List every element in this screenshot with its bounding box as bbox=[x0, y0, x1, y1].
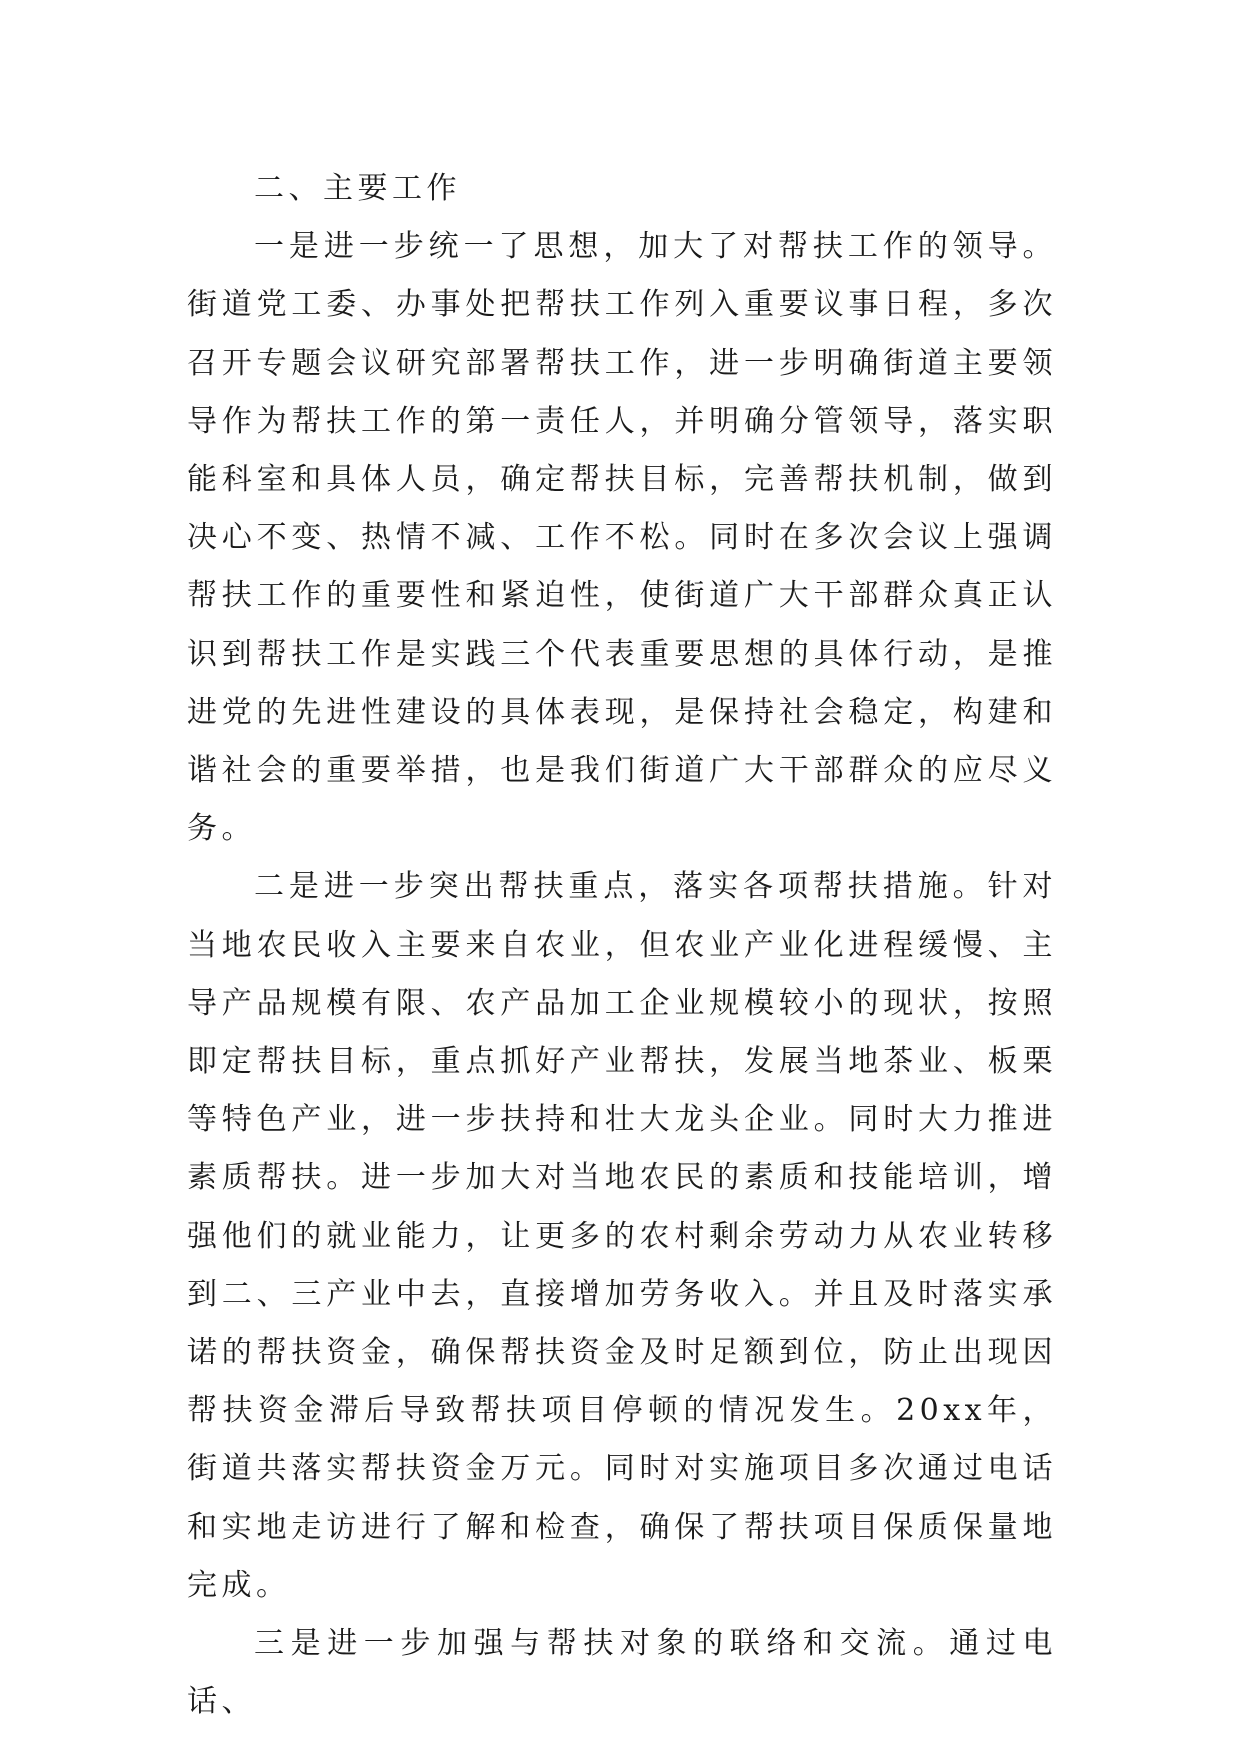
paragraph-3: 三是进一步加强与帮扶对象的联络和交流。通过电话、 bbox=[187, 1626, 1057, 1720]
paragraph-1: 一是进一步统一了思想，加大了对帮扶工作的领导。街道党工委、办事处把帮扶工作列入重要议事日程，多次召开专题会议研究部署帮扶工作，进一步明确街道主要领导作为帮扶工作的第一责任人，并明确分管领导，落实职能科室和具体人员，确定帮扶目标，完善帮扶机制，做到决心不变、热情不减、工作不松。同时在多次会议上强调帮扶工作的重要性和紧迫性，使街道广大干部群众真正认识到帮扶工作是实践三个代表重要思想的具体行动，是推进党的先进性建设的具体表现，是保持社会稳定，构建和谐社会的重要举措，也是我们街道广大干部群众的应尽义务。 bbox=[187, 229, 1057, 847]
document-body bbox=[187, 160, 1057, 1731]
paragraph-2: 二是进一步突出帮扶重点，落实各项帮扶措施。针对当地农民收入主要来自农业，但农业产业化进程缓慢、主导产品规模有限、农产品加工企业规模较小的现状，按照即定帮扶目标，重点抓好产业帮扶，发展当地茶业、板栗等特色产业，进一步扶持和壮大龙头企业。同时大力推进素质帮扶。进一步加大对当地农民的素质和技能培训，增强他们的就业能力，让更多的农村剩余劳动力从农业转移到二、三产业中去，直接增加劳务收入。并且及时落实承诺的帮扶资金，确保帮扶资金及时足额到位，防止出现因帮扶资金滞后导致帮扶项目停顿的情况发生。20xx年，街道共落实帮扶资金万元。同时对实施项目多次通过电话和实地走访进行了解和检查，确保了帮扶项目保质保量地完成。 bbox=[187, 869, 1057, 1603]
section-heading: 二、主要工作 bbox=[254, 171, 461, 206]
